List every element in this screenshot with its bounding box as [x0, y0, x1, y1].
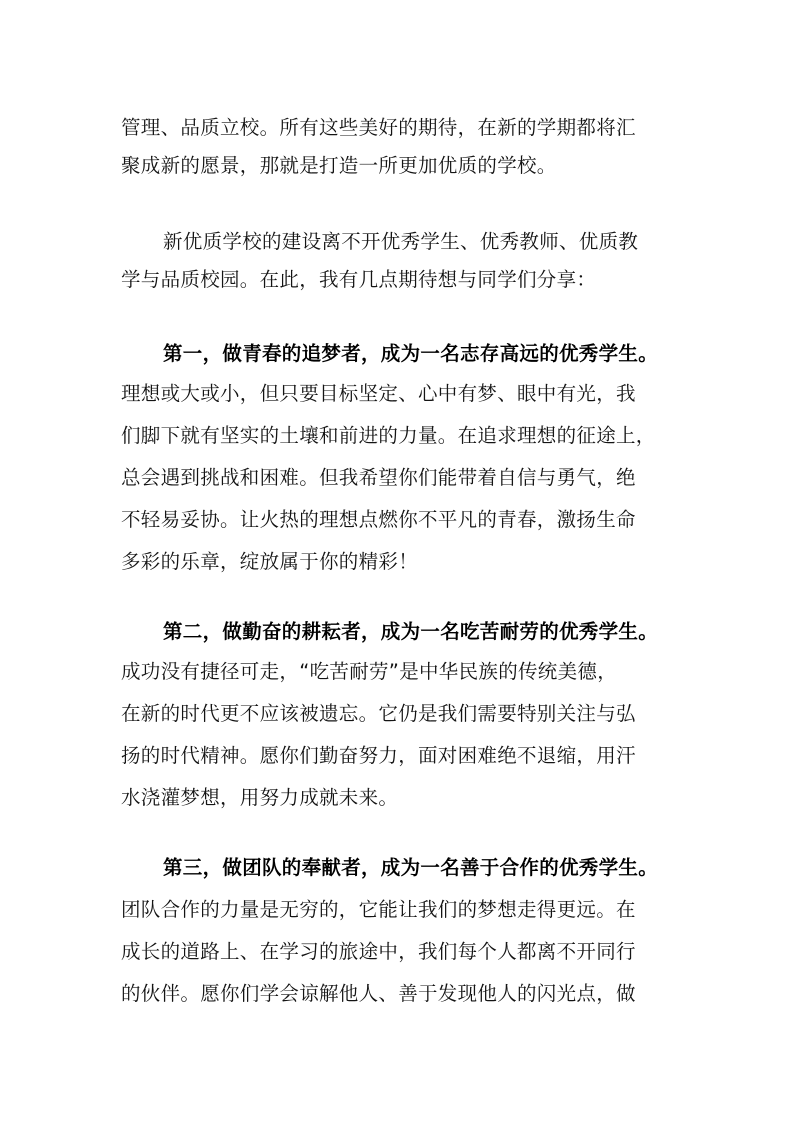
- paragraph-5-line-1: 团队合作的力量是无穷的，它能让我们的梦想走得更远。在: [121, 898, 636, 921]
- paragraph-1-line-1: 管理、品质立校。所有这些美好的期待，在新的学期都将汇: [121, 116, 636, 139]
- heading-third: 第三，做团队的奉献者，成为一名善于合作的优秀学生。: [163, 856, 659, 879]
- paragraph-5-line-2: 成长的道路上、在学习的旅途中，我们每个人都离不开同行: [121, 940, 636, 963]
- paragraph-5-line-3: 的伙伴。愿你们学会谅解他人、善于发现他人的闪光点，做: [121, 982, 636, 1005]
- paragraph-3-line-4: 不轻易妥协。让火热的理想点燃你不平凡的青春，激扬生命: [121, 508, 636, 531]
- paragraph-3-line-1: 理想或大或小，但只要目标坚定、心中有梦、眼中有光，我: [121, 382, 636, 405]
- paragraph-1-line-2: 聚成新的愿景，那就是打造一所更加优质的学校。: [121, 154, 557, 177]
- paragraph-2-line-1: 新优质学校的建设离不开优秀学生、优秀教师、优质教: [163, 230, 639, 253]
- heading-first: 第一，做青春的追梦者，成为一名志存高远的优秀学生。: [163, 342, 659, 365]
- paragraph-4-line-4: 水浇灌梦想，用努力成就未来。: [121, 786, 399, 809]
- paragraph-4-line-3: 扬的时代精神。愿你们勤奋努力，面对困难绝不退缩，用汗: [121, 744, 636, 767]
- heading-second: 第二，做勤奋的耕耘者，成为一名吃苦耐劳的优秀学生。: [163, 620, 659, 643]
- paragraph-3-line-5: 多彩的乐章，绽放属于你的精彩！: [121, 550, 419, 573]
- paragraph-4-line-1: 成功没有捷径可走，“吃苦耐劳”是中华民族的传统美德，: [121, 660, 618, 683]
- paragraph-3-line-2: 们脚下就有坚实的土壤和前进的力量。在追求理想的征途上，: [121, 424, 656, 447]
- paragraph-4-line-2: 在新的时代更不应该被遗忘。它仍是我们需要特别关注与弘: [121, 702, 636, 725]
- paragraph-3-line-3: 总会遇到挑战和困难。但我希望你们能带着自信与勇气，绝: [121, 466, 636, 489]
- paragraph-2-line-2: 学与品质校园。在此，我有几点期待想与同学们分享：: [121, 268, 597, 291]
